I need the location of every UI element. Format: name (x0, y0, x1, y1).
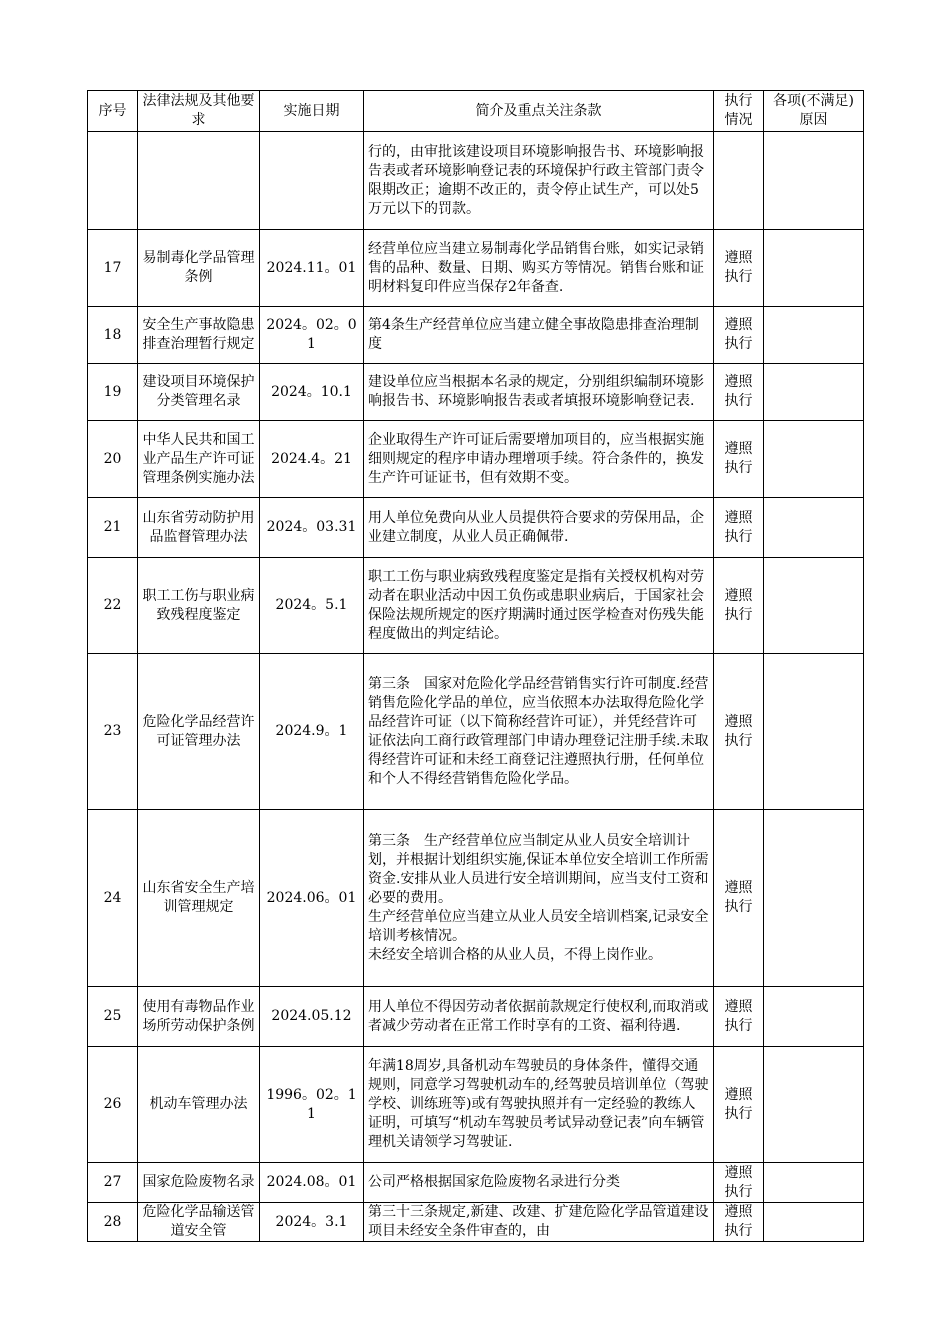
row-effective-date: 2024.4。21 (260, 421, 364, 498)
row-nonconformity-reason (764, 558, 864, 654)
row-law-name (138, 132, 260, 230)
row-effective-date: 2024.08。01 (260, 1163, 364, 1203)
table-row (88, 1163, 864, 1203)
header-date: 实施日期 (260, 91, 364, 132)
row-law-name: 山东省安全生产培训管理规定 (138, 810, 260, 987)
table-row (88, 810, 864, 987)
table-body (88, 132, 864, 1242)
row-summary: 第4条生产经营单位应当建立健全事故隐患排查治理制度 (364, 307, 714, 364)
row-law-name: 安全生产事故隐患排查治理暂行规定 (138, 307, 260, 364)
header-law: 法律法规及其他要求 (138, 91, 260, 132)
header-reason: 各项(不满足)原因 (764, 91, 864, 132)
row-nonconformity-reason (764, 498, 864, 558)
row-execution-status: 遵照执行 (714, 1047, 764, 1163)
row-nonconformity-reason (764, 654, 864, 810)
row-summary: 用人单位不得因劳动者依据前款规定行使权利,而取消或者减少劳动者在正常工作时享有的工资、福利待遇. (364, 987, 714, 1047)
table-row (88, 132, 864, 230)
row-summary: 职工工伤与职业病致残程度鉴定是指有关授权机构对劳动者在职业活动中因工负伤或患职业病后，于国家社会保险法规所规定的医疗期满时通过医学检查对伤残失能程度做出的判定结论。 (364, 558, 714, 654)
row-nonconformity-reason (764, 1163, 864, 1203)
regulations-table (87, 90, 864, 1242)
row-nonconformity-reason (764, 307, 864, 364)
row-number: 25 (88, 987, 138, 1047)
row-execution-status: 遵照执行 (714, 654, 764, 810)
row-law-name: 山东省劳动防护用品监督管理办法 (138, 498, 260, 558)
table-row (88, 558, 864, 654)
row-nonconformity-reason (764, 810, 864, 987)
table-header-row (88, 91, 864, 132)
row-nonconformity-reason (764, 1047, 864, 1163)
row-effective-date: 2024.05.12 (260, 987, 364, 1047)
row-execution-status: 遵照执行 (714, 421, 764, 498)
table-row (88, 421, 864, 498)
row-law-name: 中华人民共和国工业产品生产许可证管理条例实施办法 (138, 421, 260, 498)
table-row (88, 1203, 864, 1242)
table-row (88, 987, 864, 1047)
row-law-name: 机动车管理办法 (138, 1047, 260, 1163)
row-law-name: 易制毒化学品管理条例 (138, 230, 260, 307)
row-law-name: 危险化学品经营许可证管理办法 (138, 654, 260, 810)
table-row (88, 307, 864, 364)
table-row (88, 654, 864, 810)
row-effective-date: 2024。5.1 (260, 558, 364, 654)
row-law-name: 国家危险废物名录 (138, 1163, 260, 1203)
row-number: 19 (88, 364, 138, 421)
table-row (88, 1047, 864, 1163)
row-summary: 第三条 生产经营单位应当制定从业人员安全培训计划，并根据计划组织实施,保证本单位安全培训工作所需资金.安排从业人员进行安全培训期间，应当支付工资和必要的费用。 生产经营单位应当建立从业人员安全培训档案,记录安全培训考核情况。 未经安全培训合格的从业人员，不得上岗作业。 (364, 810, 714, 987)
table-row (88, 230, 864, 307)
row-nonconformity-reason (764, 364, 864, 421)
row-nonconformity-reason (764, 132, 864, 230)
row-number: 17 (88, 230, 138, 307)
row-number: 23 (88, 654, 138, 810)
row-number: 18 (88, 307, 138, 364)
row-number (88, 132, 138, 230)
row-nonconformity-reason (764, 421, 864, 498)
row-summary: 企业取得生产许可证后需要增加项目的，应当根据实施细则规定的程序申请办理增项手续。符合条件的，换发生产许可证证书，但有效期不变。 (364, 421, 714, 498)
row-nonconformity-reason (764, 230, 864, 307)
header-no: 序号 (88, 91, 138, 132)
row-execution-status: 遵照执行 (714, 498, 764, 558)
row-execution-status: 遵照执行 (714, 987, 764, 1047)
row-nonconformity-reason (764, 987, 864, 1047)
row-summary: 第三十三条规定,新建、改建、扩建危险化学品管道建设项目未经安全条件审查的，由 (364, 1203, 714, 1242)
row-summary: 行的，由审批该建设项目环境影响报告书、环境影响报告表或者环境影响登记表的环境保护行政主管部门责令限期改正；逾期不改正的，责令停止试生产，可以处5万元以下的罚款。 (364, 132, 714, 230)
row-effective-date: 2024.9。1 (260, 654, 364, 810)
row-summary: 用人单位免费向从业人员提供符合要求的劳保用品，企业建立制度，从业人员正确佩带. (364, 498, 714, 558)
row-number: 28 (88, 1203, 138, 1242)
row-number: 21 (88, 498, 138, 558)
row-summary: 年满18周岁,具备机动车驾驶员的身体条件，懂得交通规则，同意学习驾驶机动车的,经驾驶员培训单位（驾驶学校、训练班等)或有驾驶执照并有一定经验的教练人证明，可填写“机动车驾驶员考试异动登记表”向车辆管理机关请领学习驾驶证. (364, 1047, 714, 1163)
row-nonconformity-reason (764, 1203, 864, 1242)
row-summary: 建设单位应当根据本名录的规定，分别组织编制环境影响报告书、环境影响报告表或者填报环境影响登记表. (364, 364, 714, 421)
row-effective-date: 2024。02。01 (260, 307, 364, 364)
row-law-name: 使用有毒物品作业场所劳动保护条例 (138, 987, 260, 1047)
row-summary: 经营单位应当建立易制毒化学品销售台账，如实记录销售的品种、数量、日期、购买方等情况。销售台账和证明材料复印件应当保存2年备查. (364, 230, 714, 307)
table-row (88, 498, 864, 558)
row-number: 27 (88, 1163, 138, 1203)
row-number: 26 (88, 1047, 138, 1163)
row-effective-date (260, 132, 364, 230)
row-execution-status: 遵照执行 (714, 307, 764, 364)
row-summary: 公司严格根据国家危险废物名录进行分类 (364, 1163, 714, 1203)
row-execution-status: 遵照执行 (714, 230, 764, 307)
row-effective-date: 2024。3.1 (260, 1203, 364, 1242)
row-effective-date: 2024。03.31 (260, 498, 364, 558)
row-effective-date: 2024。10.1 (260, 364, 364, 421)
row-number: 22 (88, 558, 138, 654)
row-law-name: 危险化学品输送管道安全管 (138, 1203, 260, 1242)
row-law-name: 建设项目环境保护分类管理名录 (138, 364, 260, 421)
row-execution-status: 遵照执行 (714, 558, 764, 654)
header-summary: 简介及重点关注条款 (364, 91, 714, 132)
row-execution-status: 遵照执行 (714, 1203, 764, 1242)
row-execution-status: 遵照执行 (714, 810, 764, 987)
row-number: 24 (88, 810, 138, 987)
table-row (88, 364, 864, 421)
row-effective-date: 2024.06。01 (260, 810, 364, 987)
row-effective-date: 1996。02。11 (260, 1047, 364, 1163)
row-execution-status: 遵照执行 (714, 364, 764, 421)
row-law-name: 职工工伤与职业病致残程度鉴定 (138, 558, 260, 654)
row-summary: 第三条 国家对危险化学品经营销售实行许可制度.经营销售危险化学品的单位，应当依照本办法取得危险化学品经营许可证（以下简称经营许可证），并凭经营许可证依法向工商行政管理部门申请办理登记注册手续.未取得经营许可证和未经工商登记注遵照执行册，任何单位和个人不得经营销售危险化学品。 (364, 654, 714, 810)
row-execution-status: 遵照执行 (714, 1163, 764, 1203)
row-effective-date: 2024.11。01 (260, 230, 364, 307)
row-execution-status (714, 132, 764, 230)
header-execution: 执行情况 (714, 91, 764, 132)
row-number: 20 (88, 421, 138, 498)
